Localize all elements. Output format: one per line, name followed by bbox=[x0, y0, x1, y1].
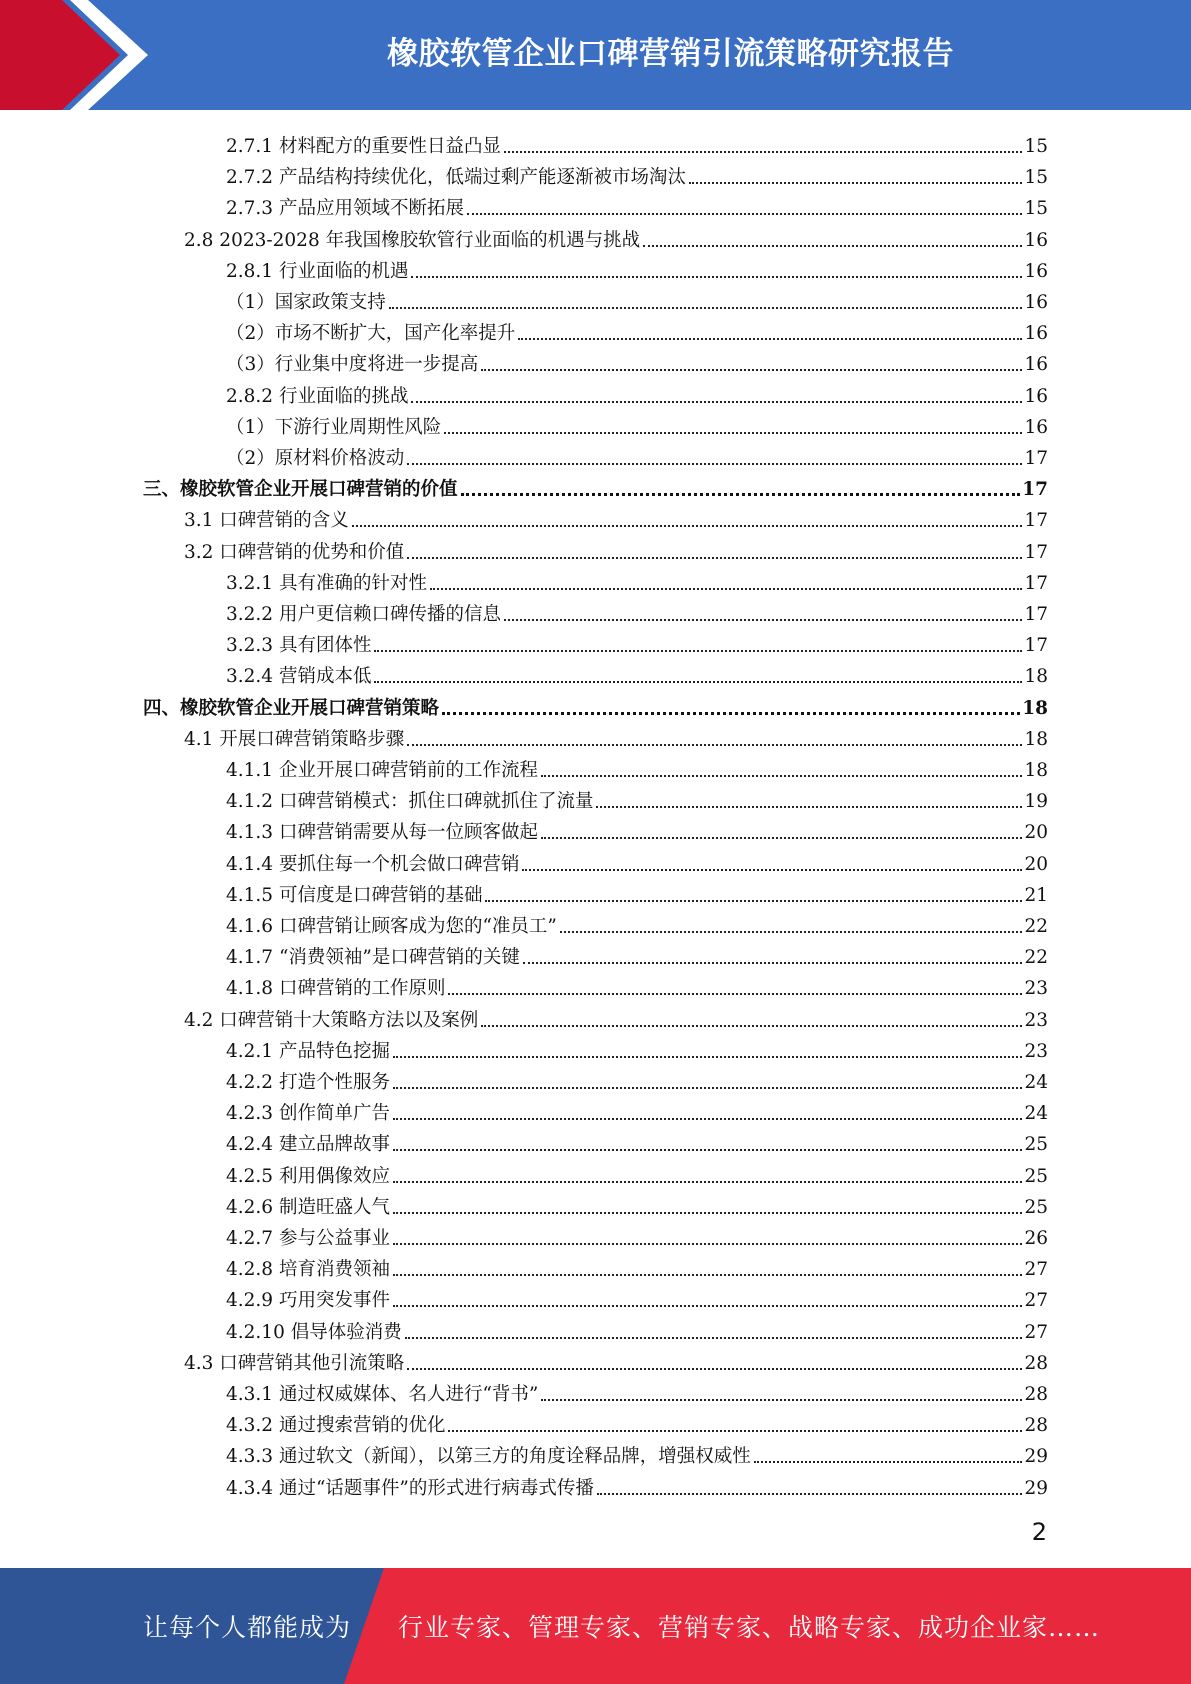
toc-entry[interactable] bbox=[226, 565, 1048, 596]
toc-entry-page: 28 bbox=[1024, 1415, 1048, 1437]
toc-entry-label: 4.2.9 巧用突发事件 bbox=[226, 1290, 390, 1312]
toc-entry-page: 17 bbox=[1024, 572, 1048, 594]
toc-leader-dots bbox=[689, 182, 1022, 184]
toc-leader-dots bbox=[411, 276, 1022, 278]
toc-leader-dots bbox=[523, 962, 1023, 964]
toc-entry-label: 4.1.3 口碑营销需要从每一位顾客做起 bbox=[226, 822, 538, 844]
toc-entry-label: （3）行业集中度将进一步提高 bbox=[226, 354, 479, 376]
toc-entry-page: 19 bbox=[1024, 791, 1048, 813]
toc-entry-label: 四、橡胶软管企业开展口碑营销策略 bbox=[143, 697, 440, 719]
toc-leader-dots bbox=[393, 1212, 1022, 1214]
toc-entry-page: 18 bbox=[1022, 697, 1048, 719]
toc-entry[interactable] bbox=[226, 159, 1048, 190]
toc-leader-dots bbox=[643, 245, 1022, 247]
toc-entry-page: 18 bbox=[1024, 760, 1048, 781]
toc-entry-label: 4.1.4 要抓住每一个机会做口碑营销 bbox=[226, 853, 520, 875]
toc-entry-label: （1）下游行业周期性风险 bbox=[226, 416, 442, 438]
toc-entry-label: （1）国家政策支持 bbox=[226, 292, 386, 313]
toc-entry[interactable] bbox=[226, 284, 1048, 315]
toc-entry[interactable] bbox=[226, 128, 1048, 159]
toc-leader-dots bbox=[393, 1087, 1022, 1089]
toc-entry[interactable] bbox=[226, 908, 1048, 939]
toc-leader-dots bbox=[352, 525, 1023, 527]
toc-entry-page: 24 bbox=[1024, 1072, 1048, 1093]
toc-entry-label: 4.1.7 “消费领袖”是口碑营销的关键 bbox=[226, 947, 520, 969]
toc-entry-page: 17 bbox=[1022, 479, 1048, 501]
toc-leader-dots bbox=[754, 1461, 1023, 1463]
toc-entry[interactable] bbox=[226, 1407, 1048, 1438]
toc-entry-page: 15 bbox=[1024, 167, 1048, 189]
toc-entry[interactable] bbox=[226, 253, 1048, 284]
toc-leader-dots bbox=[374, 681, 1022, 683]
toc-entry-page: 16 bbox=[1024, 229, 1048, 251]
toc-leader-dots bbox=[504, 151, 1022, 153]
toc-entry-page: 21 bbox=[1024, 884, 1048, 906]
toc-entry-page: 25 bbox=[1024, 1196, 1048, 1218]
toc-leader-dots bbox=[444, 432, 1022, 434]
toc-leader-dots bbox=[481, 1025, 1022, 1027]
toc-entry-label: 4.1.8 口碑营销的工作原则 bbox=[226, 978, 446, 1000]
toc-entry-page: 24 bbox=[1024, 1103, 1048, 1125]
toc-entry[interactable] bbox=[226, 1314, 1048, 1345]
header-banner bbox=[0, 0, 1191, 110]
toc-entry-page: 18 bbox=[1024, 728, 1048, 750]
toc-entry-page: 16 bbox=[1024, 260, 1048, 282]
toc-entry-page: 16 bbox=[1024, 416, 1048, 438]
toc-leader-dots bbox=[393, 1118, 1022, 1120]
toc-entry-page: 22 bbox=[1024, 916, 1048, 937]
toc-leader-dots bbox=[393, 1243, 1022, 1245]
toc-entry-label: 4.2.1 产品特色挖掘 bbox=[226, 1040, 390, 1062]
toc-entry-label: （2）原材料价格波动 bbox=[226, 448, 405, 469]
toc-entry-label: 4.1.6 口碑营销让顾客成为您的“准员工” bbox=[226, 916, 557, 937]
toc-entry-label: 4.2.2 打造个性服务 bbox=[226, 1072, 390, 1093]
toc-leader-dots bbox=[467, 213, 1022, 215]
toc-leader-dots bbox=[393, 1274, 1022, 1276]
toc-entry-page: 25 bbox=[1024, 1134, 1048, 1156]
toc-leader-dots bbox=[541, 837, 1022, 839]
toc-entry-page: 27 bbox=[1024, 1259, 1048, 1281]
toc-entry[interactable] bbox=[226, 1158, 1048, 1189]
toc-entry-label: 2.8.1 行业面临的机遇 bbox=[226, 260, 409, 282]
toc-entry[interactable] bbox=[226, 1470, 1048, 1501]
toc-leader-dots bbox=[448, 993, 1022, 995]
document-title: 橡胶软管企业口碑营销引流策略研究报告 bbox=[387, 35, 954, 72]
toc-entry[interactable] bbox=[226, 409, 1048, 440]
toc-entry-label: 2.8 2023-2028 年我国橡胶软管行业面临的机遇与挑战 bbox=[184, 229, 641, 251]
toc-leader-dots bbox=[405, 1337, 1023, 1339]
toc-entry[interactable] bbox=[184, 502, 1048, 533]
toc-entry[interactable] bbox=[226, 1376, 1048, 1407]
toc-entry-page: 16 bbox=[1024, 385, 1048, 407]
toc-entry[interactable] bbox=[226, 752, 1048, 783]
toc-entry[interactable] bbox=[226, 378, 1048, 409]
toc-entry-page: 28 bbox=[1024, 1352, 1048, 1374]
toc-entry-label: 4.1.2 口碑营销模式：抓住口碑就抓住了流量 bbox=[226, 791, 594, 813]
toc-entry[interactable] bbox=[184, 721, 1048, 752]
toc-entry[interactable] bbox=[226, 939, 1048, 970]
toc-entry[interactable] bbox=[226, 1251, 1048, 1282]
toc-entry[interactable] bbox=[226, 814, 1048, 845]
toc-leader-dots bbox=[407, 557, 1022, 559]
toc-entry-page: 20 bbox=[1024, 853, 1048, 875]
toc-entry-page: 15 bbox=[1024, 136, 1048, 157]
toc-leader-dots bbox=[541, 775, 1022, 777]
toc-leader-dots bbox=[481, 369, 1022, 371]
toc-entry-page: 28 bbox=[1024, 1384, 1048, 1405]
toc-entry-label: 4.3.2 通过搜索营销的优化 bbox=[226, 1415, 446, 1437]
toc-entry-label: 4.3.4 通过“话题事件”的形式进行病毒式传播 bbox=[226, 1477, 594, 1499]
toc-entry[interactable] bbox=[226, 1189, 1048, 1220]
toc-entry-page: 23 bbox=[1024, 978, 1048, 1000]
toc-leader-dots bbox=[522, 869, 1022, 871]
toc-entry-label: 3.2.3 具有团体性 bbox=[226, 635, 372, 657]
toc-entry-page: 23 bbox=[1024, 1040, 1048, 1062]
toc-entry-label: 2.7.2 产品结构持续优化，低端过剩产能逐渐被市场淘汰 bbox=[226, 167, 686, 189]
toc-leader-dots bbox=[560, 931, 1023, 933]
toc-entry-page: 17 bbox=[1024, 635, 1048, 657]
toc-entry-label: 4.3.1 通过权威媒体、名人进行“背书” bbox=[226, 1384, 539, 1405]
toc-entry-page: 26 bbox=[1024, 1228, 1048, 1249]
toc-entry-label: 4.2 口碑营销十大策略方法以及案例 bbox=[184, 1009, 479, 1031]
footer-slogan-left: 让每个人都能成为 bbox=[143, 1613, 352, 1642]
toc-leader-dots bbox=[597, 1493, 1023, 1495]
toc-leader-dots bbox=[407, 744, 1022, 746]
toc-entry-page: 17 bbox=[1024, 541, 1048, 563]
toc-leader-dots bbox=[504, 619, 1022, 621]
toc-entry[interactable] bbox=[226, 190, 1048, 221]
toc-entry-page: 20 bbox=[1024, 822, 1048, 844]
toc-entry-page: 16 bbox=[1024, 323, 1048, 345]
toc-entry[interactable] bbox=[226, 315, 1048, 346]
toc-entry[interactable] bbox=[184, 1345, 1048, 1376]
footer-slogan-right: 行业专家、管理专家、营销专家、战略专家、成功企业家…… bbox=[398, 1613, 1101, 1642]
toc-entry-label: 2.7.3 产品应用领域不断拓展 bbox=[226, 198, 464, 220]
toc-entry-page: 27 bbox=[1024, 1290, 1048, 1312]
toc-entry[interactable] bbox=[226, 1126, 1048, 1157]
toc-entry[interactable] bbox=[184, 1002, 1048, 1033]
toc-leader-dots bbox=[485, 900, 1022, 902]
toc-entry-page: 27 bbox=[1024, 1321, 1048, 1343]
toc-entry-page: 15 bbox=[1024, 198, 1048, 220]
toc-leader-dots bbox=[448, 1430, 1022, 1432]
page-number: 2 bbox=[1031, 1518, 1047, 1546]
toc-entry-label: 3.2.2 用户更信赖口碑传播的信息 bbox=[226, 604, 501, 625]
toc-leader-dots bbox=[541, 1399, 1022, 1401]
toc-entry-label: 2.8.2 行业面临的挑战 bbox=[226, 385, 409, 407]
toc-leader-dots bbox=[430, 588, 1022, 590]
toc-leader-dots bbox=[411, 401, 1022, 403]
toc-leader-dots bbox=[461, 493, 1021, 496]
toc-entry[interactable] bbox=[226, 346, 1048, 377]
toc-leader-dots bbox=[442, 712, 1020, 715]
toc-entry-page: 17 bbox=[1024, 448, 1048, 469]
toc-entry-label: 4.1.1 企业开展口碑营销前的工作流程 bbox=[226, 760, 538, 781]
toc-entry[interactable] bbox=[226, 1282, 1048, 1313]
toc-entry[interactable] bbox=[226, 1438, 1048, 1469]
toc-entry-label: 4.2.8 培育消费领袖 bbox=[226, 1259, 390, 1281]
toc-entry[interactable] bbox=[226, 970, 1048, 1001]
toc-entry-label: 4.1.5 可信度是口碑营销的基础 bbox=[226, 884, 483, 906]
toc-entry-label: 4.2.7 参与公益事业 bbox=[226, 1228, 390, 1249]
toc-entry-page: 23 bbox=[1024, 1009, 1048, 1031]
toc-entry-label: 三、橡胶软管企业开展口碑营销的价值 bbox=[143, 479, 458, 501]
toc-entry-page: 17 bbox=[1024, 604, 1048, 625]
toc-entry-label: （2）市场不断扩大，国产化率提升 bbox=[226, 323, 516, 345]
toc-entry[interactable] bbox=[226, 596, 1048, 627]
toc-entry-page: 17 bbox=[1024, 510, 1048, 532]
toc-leader-dots bbox=[518, 338, 1022, 340]
toc-leader-dots bbox=[374, 650, 1022, 652]
toc-entry-label: 4.2.6 制造旺盛人气 bbox=[226, 1196, 390, 1218]
toc-entry[interactable] bbox=[184, 222, 1048, 253]
toc-entry-page: 18 bbox=[1024, 666, 1048, 688]
toc-leader-dots bbox=[393, 1305, 1022, 1307]
toc-entry-page: 16 bbox=[1024, 354, 1048, 376]
toc-leader-dots bbox=[393, 1056, 1022, 1058]
toc-entry[interactable] bbox=[226, 440, 1048, 471]
toc-entry[interactable] bbox=[184, 534, 1048, 565]
toc-entry-label: 4.1 开展口碑营销策略步骤 bbox=[184, 728, 405, 750]
toc-entry-label: 4.3 口碑营销其他引流策略 bbox=[184, 1352, 405, 1374]
toc-entry[interactable] bbox=[226, 846, 1048, 877]
toc-entry[interactable] bbox=[226, 1095, 1048, 1126]
toc-entry-page: 29 bbox=[1024, 1477, 1048, 1499]
toc-entry-label: 4.3.3 通过软文（新闻），以第三方的角度诠释品牌，增强权威性 bbox=[226, 1446, 751, 1468]
toc-entry-label: 4.2.10 倡导体验消费 bbox=[226, 1321, 402, 1343]
toc-leader-dots bbox=[596, 806, 1022, 808]
toc-entry-page: 29 bbox=[1024, 1446, 1048, 1468]
toc-leader-dots bbox=[393, 1181, 1022, 1183]
toc-entry-label: 4.2.4 建立品牌故事 bbox=[226, 1134, 390, 1156]
toc-entry-page: 22 bbox=[1024, 947, 1048, 969]
toc-entry-label: 3.2.1 具有准确的针对性 bbox=[226, 572, 427, 594]
toc-entry-label: 3.1 口碑营销的含义 bbox=[184, 510, 349, 532]
toc-entry-page: 16 bbox=[1024, 292, 1048, 313]
toc-entry-label: 4.2.5 利用偶像效应 bbox=[226, 1165, 390, 1187]
toc-entry[interactable] bbox=[226, 1220, 1048, 1251]
toc-leader-dots bbox=[393, 1149, 1022, 1151]
toc-leader-dots bbox=[407, 463, 1022, 465]
toc-entry[interactable] bbox=[143, 690, 1048, 721]
toc-entry[interactable] bbox=[226, 658, 1048, 689]
toc-entry-label: 2.7.1 材料配方的重要性日益凸显 bbox=[226, 136, 501, 157]
toc-entry-page: 25 bbox=[1024, 1165, 1048, 1187]
toc-leader-dots bbox=[389, 307, 1023, 309]
toc-entry[interactable] bbox=[226, 877, 1048, 908]
toc-entry[interactable] bbox=[226, 627, 1048, 658]
toc-entry[interactable] bbox=[226, 1064, 1048, 1095]
toc-entry-label: 4.2.3 创作简单广告 bbox=[226, 1103, 390, 1125]
toc-entry-label: 3.2 口碑营销的优势和价值 bbox=[184, 541, 405, 563]
toc-entry[interactable] bbox=[226, 783, 1048, 814]
footer-banner bbox=[0, 1568, 1191, 1684]
toc-entry[interactable] bbox=[143, 471, 1048, 502]
header-chevron-decoration bbox=[0, 0, 160, 110]
toc-entry[interactable] bbox=[226, 1033, 1048, 1064]
toc-entry-label: 3.2.4 营销成本低 bbox=[226, 666, 372, 688]
toc-leader-dots bbox=[407, 1368, 1022, 1370]
